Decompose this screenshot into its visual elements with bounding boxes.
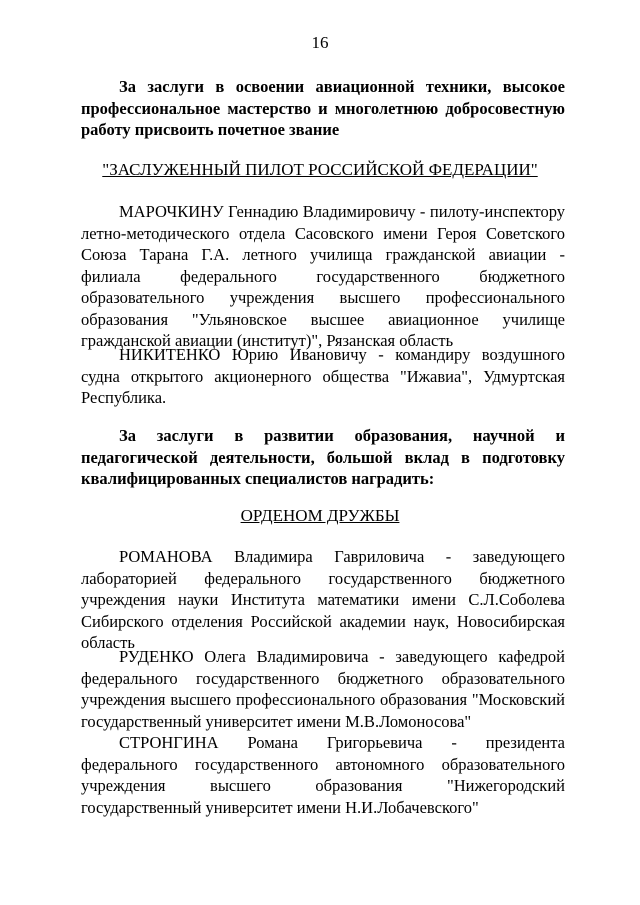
recipient-details: Геннадию Владимировичу - пилоту-инспектору летно-методического отдела Сасовского имени Героя Советского Союза Тарана Г.А. летного училища гражданской авиации - филиала федерального государственного бюджетного образовательного учреждения высшего профессионального образования "Ульяновское высшее авиационное училище гражданской авиации (институт)", Рязанская область <box>81 202 565 350</box>
award-entry <box>81 201 565 352</box>
recipient-surname: РУДЕНКО <box>119 647 194 666</box>
section2-intro: За заслуги в развитии образования, научной и педагогической деятельности, большой вклад в подготовку квалифицированных специалистов наградить: <box>81 426 565 488</box>
award-entry <box>81 646 565 732</box>
page-number: 16 <box>311 33 329 52</box>
recipient-surname: НИКИТЕНКО <box>119 345 221 364</box>
section1-title: "ЗАСЛУЖЕННЫЙ ПИЛОТ РОССИЙСКОЙ ФЕДЕРАЦИИ" <box>102 160 538 179</box>
award-entry <box>81 344 565 409</box>
recipient-details: Олега Владимировича - заведующего кафедрой федерального государственного бюджетного образовательного учреждения высшего профессионального образования "Московский государственный университет имени М.В.Ломоносова" <box>81 647 565 731</box>
award-entry <box>81 546 565 654</box>
recipient-surname: МАРОЧКИНУ <box>119 202 224 221</box>
section2-title: ОРДЕНОМ ДРУЖБЫ <box>240 506 400 525</box>
award-entry <box>81 732 565 818</box>
recipient-details: Юрию Ивановичу - командиру воздушного судна открытого акционерного общества "Ижавиа", Удмуртская Республика. <box>81 345 565 407</box>
recipient-details: Владимира Гавриловича - заведующего лабораторией федерального государственного бюджетного учреждения науки Института математики имени С.Л.Соболева Сибирского отделения Российской академии наук, Новосибирская область <box>81 547 565 652</box>
recipient-details: Романа Григорьевича - президента федерального государственного автономного образовательного учреждения высшего образования "Нижегородский государственный университет имени Н.И.Лобачевского" <box>81 733 565 817</box>
section1-intro: За заслуги в освоении авиационной техники, высокое профессиональное мастерство и многолетнюю добросовестную работу присвоить почетное звание <box>81 77 565 139</box>
recipient-surname: СТРОНГИНА <box>119 733 219 752</box>
recipient-surname: РОМАНОВА <box>119 547 213 566</box>
